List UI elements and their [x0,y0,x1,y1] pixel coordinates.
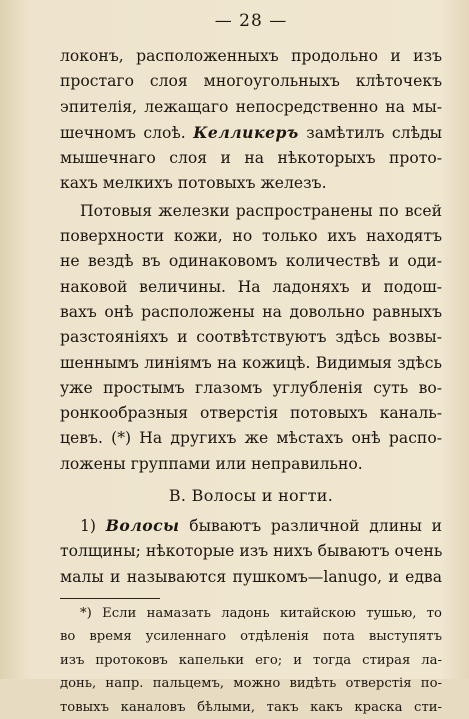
text-line: толщины; нѣкоторые изъ нихъ бываютъ очень [60,542,443,561]
footnote-divider [60,598,160,599]
text-fragment: бываютъ различной длины и [189,517,442,536]
text-line: цевъ. (*) На другихъ же мѣстахъ онѣ распо- [60,429,442,448]
footnote-line: во время усиленнаго отдѣленія пота выступятъ [60,629,442,645]
text-line: ложены группами или неправильно. [60,454,363,473]
text-line [60,513,442,539]
term-hair: Волосы [105,516,180,536]
text-line: кахъ мелкихъ потовыхъ железъ. [60,174,327,193]
paragraph-sweat-glands [60,199,442,477]
text-line: мышечнаго слоя и на нѣкоторыхъ прото- [60,149,442,168]
author-name-kelliker: Келликеръ [193,122,299,142]
page-number: — 28 — [214,11,288,31]
text-fragment: замѣтилъ слѣды [306,123,442,142]
text-line: малы и называются пушкомъ—lanugo, и едва [60,567,442,586]
text-line: вахъ онѣ расположены на довольно равныхъ [60,302,442,321]
text-line: разстояніяхъ и соотвѣтствуютъ здѣсь возвы- [60,328,442,347]
text-fragment: шечномъ слоѣ. [60,123,186,142]
list-number: 1) [80,517,97,536]
text-line: поверхности кожи, но только ихъ находятъ [60,227,442,246]
paragraph-epithelium [60,44,442,197]
page-content [60,8,442,719]
section-heading: B. Волосы и ногти. [168,486,334,506]
text-line: уже простымъ глазомъ углубленія суть во- [60,378,442,397]
text-line: простаго слоя многоугольныхъ клѣточекъ [60,72,442,91]
text-line: не вездѣ въ одинаковомъ количествѣ и оди- [60,252,442,271]
footnote-line: товыхъ каналовъ бѣлыми, такъ какъ краска сти- [60,699,442,715]
paragraph-hair [60,513,442,590]
text-line: ронкообразныя отверстія потовыхъ каналь- [60,404,442,423]
text-line: локонъ, расположенныхъ продольно и изъ [60,47,442,65]
footnote-line: донь, напр. пальцемъ, можно видѣть отверстія по- [60,676,442,692]
text-line: Потовыя железки распространены по всей [80,201,442,220]
text-line: шеннымъ линіямъ на кожицѣ. Видимыя здѣсь [60,353,442,372]
footnote-line: изъ протоковъ капельки его; и тогда стирая ла- [60,652,442,668]
text-line: эпителія, лежащаго непосредственно на мы- [60,97,442,116]
footnote [60,602,442,719]
text-line: наковой величины. На ладоняхъ и подош- [60,277,442,296]
footnote-line: *) Если намазать ладонь китайскою тушью, то [80,605,442,621]
text-line [60,120,442,146]
